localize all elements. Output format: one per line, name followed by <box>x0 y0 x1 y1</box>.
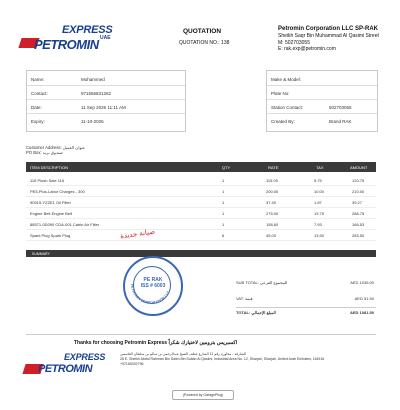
item-rate: 45.00 <box>266 233 277 238</box>
petromin-express-logo <box>20 24 120 54</box>
logo-uae-text: UAE <box>100 35 111 41</box>
vat-label: VAT: قيمة <box>236 296 253 301</box>
stamp-line-1: PE RAK <box>143 277 163 283</box>
col-header-qty: QTY <box>222 165 231 170</box>
footer-address-arabic: الشارقة - مجاورة رقم 11 الشارع عطف الشيخ عبدالرحمن بن سالم بن سلطان القاسمي <box>120 352 246 356</box>
field-value: 11 Sep 2026 11:11 AM <box>81 104 126 110</box>
items-table-header <box>26 162 376 172</box>
field-value: 502703055 <box>329 104 352 110</box>
customer-address-line: Customer Address: عنوان العميل <box>26 145 86 150</box>
field-value: 971556831262 <box>81 90 112 96</box>
col-header-amount: AMOUNT <box>350 165 368 170</box>
company-name: Petromin Corporation LLC SP-RAK <box>278 26 378 32</box>
item-tax: 10.00 <box>314 189 325 194</box>
total-label: TOTAL: المبلغ الإجمالي <box>236 310 276 315</box>
field-label: Created By: <box>271 118 295 124</box>
vehicle-row <box>267 115 377 127</box>
company-address: Sheikh Saqr Bin Muhammad Al Qasimi Street <box>278 32 379 39</box>
logo-express-text: EXPRESS <box>62 24 113 36</box>
table-row <box>26 186 376 197</box>
item-tax: 7.93 <box>314 222 322 227</box>
item-description: 116 Plush Sale 116 <box>30 178 65 183</box>
item-rate: 158.60 <box>266 222 279 227</box>
item-tax: 13.50 <box>314 233 325 238</box>
item-qty: 1 <box>222 211 225 216</box>
item-tax: 13.75 <box>314 211 325 216</box>
footer-petromin-logo <box>24 352 104 376</box>
quotation-document <box>16 18 386 404</box>
stamp-line-2: ISS # 6003 <box>140 282 166 289</box>
stamp-center-text <box>125 278 181 289</box>
item-qty: 1 <box>222 222 225 227</box>
col-header-rate: RATE <box>268 165 279 170</box>
powered-by-badge: (Powered by GaragePlug) <box>172 390 234 400</box>
field-value: Brand RAK <box>329 118 352 124</box>
item-amount: 288.75 <box>352 211 365 216</box>
company-stamp <box>123 256 183 316</box>
customer-row <box>27 87 185 100</box>
item-description: 90915-YZZE1 Oil Filter <box>30 200 71 205</box>
item-description: Engine Belt Engine Belt <box>30 211 73 216</box>
item-rate: 200.00 <box>266 189 279 194</box>
logo-brand-text: PETROMIN <box>34 37 99 52</box>
item-description: PE5-Plus-Labor Charges - 300 <box>30 189 85 194</box>
table-row <box>26 208 376 219</box>
total-value: AED 1081.50 <box>349 310 374 315</box>
item-amount: 166.53 <box>352 222 365 227</box>
vehicle-row <box>267 87 377 100</box>
field-label: Date: <box>31 104 42 110</box>
customer-row <box>27 73 185 86</box>
summary-bar <box>26 250 376 257</box>
footer-address <box>120 352 385 367</box>
item-rate: 115.00 <box>266 178 278 183</box>
vehicle-row <box>267 73 377 86</box>
field-label: Name: <box>31 76 45 82</box>
item-qty: 6 <box>222 233 225 238</box>
col-header-tax: TAX <box>316 165 324 170</box>
customer-info-box <box>26 70 186 132</box>
item-amount: 39.27 <box>352 200 363 205</box>
item-rate: 37.40 <box>266 200 277 205</box>
footer-divider <box>26 334 376 335</box>
table-row <box>26 219 376 230</box>
col-header-description: ITEM DESCRIPTION <box>30 165 69 170</box>
summary-label: SUMMARY <box>32 251 50 256</box>
table-row <box>26 230 376 241</box>
customer-row <box>27 101 185 114</box>
vat-value: AED 51.50 <box>354 296 374 301</box>
field-label: Expiry: <box>31 118 45 124</box>
customer-row <box>27 115 185 127</box>
item-rate: 275.00 <box>266 211 279 216</box>
company-info <box>278 26 388 53</box>
item-amount: 283.50 <box>352 233 365 238</box>
item-qty: 1 <box>222 178 225 183</box>
company-mobile: M: 502703055 <box>278 39 310 46</box>
item-description: 88571-0D090 CDA-001 Cabin Air Filter <box>30 222 100 227</box>
thanks-message: Thanks for choosing Petromin Express اكسبريس بترومين لاختيارك شكراً <box>74 340 238 346</box>
field-label: Plate No: <box>271 90 290 96</box>
field-value: Mohammed <box>81 76 105 82</box>
field-label: Make & Model: <box>271 76 302 82</box>
svg-text:PETROMIN CORPORATION LLC: PETROMIN CORPORATION LLC <box>129 283 171 306</box>
item-amount: 210.00 <box>352 189 365 194</box>
logo-brand-text: PETROMIN <box>38 363 93 375</box>
footer-address-english: 26 E. Sheikh Abdul Rahman Bin Salim Bin Sultan Al Qasimi, Industrial Area No. 12, Sharjah, Sharjah, United Arab Emirates, 116916 <box>120 357 325 361</box>
item-qty: 1 <box>222 200 225 205</box>
logo-express-text: EXPRESS <box>64 352 106 362</box>
customer-address <box>26 145 85 155</box>
company-email: E: rak.exp@petromin.com <box>278 46 336 53</box>
field-value: 11-10-2026 <box>81 118 104 124</box>
total-divider <box>236 307 376 308</box>
vehicle-row <box>267 101 377 114</box>
quotation-number: QUOTATION NO.: 138 <box>179 40 230 46</box>
item-tax: 1.87 <box>314 200 322 205</box>
item-qty: 1 <box>222 189 225 194</box>
table-row <box>26 175 376 186</box>
footer-phone: +97165302796 <box>120 362 144 366</box>
po-box-line: PO Box: صندوق بريد <box>26 150 64 155</box>
item-description: Spark Plug Spark Plug <box>30 233 71 238</box>
field-label: Station Contact: <box>271 104 304 110</box>
field-label: Contact: <box>31 90 48 96</box>
quotation-title: QUOTATION <box>183 28 222 35</box>
item-amount: 120.75 <box>352 178 365 183</box>
table-row <box>26 197 376 208</box>
item-tax: 5.75 <box>314 178 322 183</box>
handwritten-note: صيانة جديدة <box>119 228 156 241</box>
subtotal-value: AED 1035.00 <box>350 280 374 285</box>
vehicle-info-box <box>266 70 378 132</box>
subtotal-label: SUB TOTAL: المجموع الفرعي <box>236 280 288 285</box>
